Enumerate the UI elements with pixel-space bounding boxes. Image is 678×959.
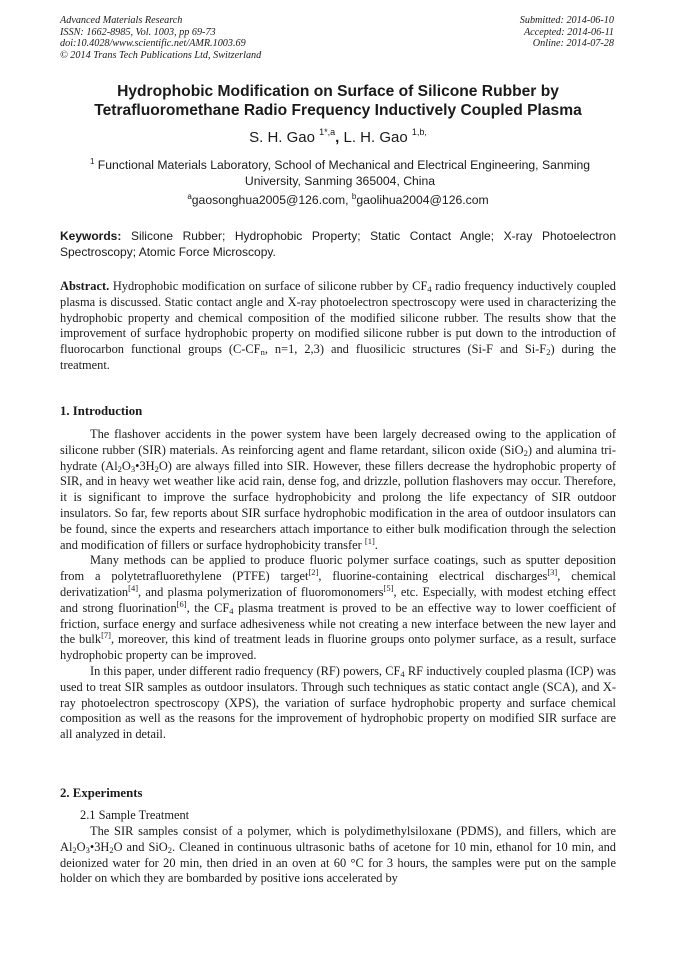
subsection-heading-sample-treatment: 2.1 Sample Treatment — [80, 808, 190, 822]
abstract-text: ) during the treatment. — [60, 342, 617, 372]
citation: [4] — [128, 582, 139, 593]
citation: [7] — [101, 630, 111, 641]
subscript: 2 — [72, 844, 77, 855]
journal-name: Advanced Materials Research — [60, 15, 183, 26]
text-run: , chemical derivatization — [60, 569, 616, 599]
subscript: 2 — [109, 844, 114, 855]
text-run: O — [121, 458, 131, 473]
abstract-text: radio frequency inductively coupled plasma is discussed. Static contact angle and X-ray photoelectron spectroscopy were used in characterizing the hydrophobic property and chemical composition of the modified silicone rubber. The results show that the improvement of surface hydrophobic property on modified silicone rubber is put down to the introduction of fluorocarbon functional groups (C-CF — [60, 279, 616, 357]
keywords-text: Silicone Rubber; Hydrophobic Property; Static Contact Angle; X-ray Photoelectron Spectroscopy; Atomic Force Microscopy. — [60, 229, 616, 259]
text-run: , moreover, this kind of treatment leads in fluorine groups onto polymer surface, as a result, surface hydrophobic property can be improved. — [60, 632, 616, 663]
email-b-marker: b — [351, 192, 357, 201]
subscript: 2 — [546, 347, 551, 358]
author-2: L. H. Gao — [343, 129, 408, 146]
abstract-text: Hydrophobic modification on surface of silicone rubber by CF — [112, 279, 428, 293]
journal-info — [60, 15, 261, 61]
submitted-date: Submitted: 2014-06-10 — [519, 15, 614, 26]
author-1-affil: 1*,a — [319, 127, 336, 137]
text-run: , and plasma polymerization of fluoromonomers — [138, 584, 384, 599]
subscript: 2 — [523, 447, 528, 458]
accepted-date: Accepted: 2014-06-11 — [523, 26, 614, 38]
text-run: RF inductively coupled plasma (ICP) was used to treat SIR samples as outdoor insulators. Through such techniques as static contact angle (SCA), and X-ray photoelectron spectroscopy (XPS), the variation of surface hydrophobic property and surface chemical composition as well as the reasons for the improvement of hydrophobic property on modified SIR surface are all analyzed in detail. — [60, 663, 616, 742]
introduction-body — [60, 427, 616, 743]
subscript: 3 — [130, 463, 136, 474]
citation: [1] — [364, 535, 375, 546]
subscript: 2 — [154, 463, 159, 474]
abstract-text: , n=1, 2,3) and fluosilicic structures (Si-F and Si-F — [264, 342, 547, 357]
affiliation-marker: 1 — [89, 157, 95, 166]
copyright-line: © 2014 Trans Tech Publications Ltd, Switzerland — [60, 49, 262, 61]
title-line-2: Tetrafluoromethane Radio Frequency Inductively Coupled Plasma — [94, 102, 582, 119]
text-run: ) and alumina tri-hydrate (Al — [60, 442, 616, 473]
text-run: O — [76, 839, 86, 854]
citation: [3] — [547, 567, 558, 578]
citation: [5] — [383, 582, 394, 593]
issn-line: ISSN: 1662-8985, Vol. 1003, pp 69-73 — [60, 26, 216, 38]
section-heading-introduction: 1. Introduction — [60, 404, 143, 418]
subscript: 4 — [229, 605, 234, 616]
author-2-affil: 1,b, — [411, 127, 427, 137]
experiments-paragraph-1 — [60, 824, 616, 887]
author-line: S. H. Gao $^{1*,a}$, L. H. Gao $^{1,b,}$ — [249, 127, 427, 146]
text-run: plasma treatment is proved to be an effective way to lower coefficient of friction, surface energy and surface adhesiveness while not creating a new interface between the new layer and the bulk — [60, 600, 616, 647]
keywords — [60, 229, 616, 260]
experiments-body — [60, 824, 616, 887]
keywords-label: Keywords: — [60, 229, 122, 243]
subscript: 2 — [167, 844, 173, 855]
doi-line: doi:10.4028/www.scientific.net/AMR.1003.69 — [60, 38, 246, 50]
email-b: gaolihua2004@126.com — [356, 193, 489, 207]
text-run: , the CF — [186, 600, 230, 615]
subscript: 2 — [117, 463, 122, 474]
subscript: 4 — [400, 668, 405, 679]
text-run: The flashover accidents in the power system have been largely decreased owing to the application of silicone rubber (SIR) materials. As reinforcing agent and flame retardant, silicon oxide (SiO — [60, 427, 616, 457]
text-run: O and SiO — [113, 839, 168, 854]
intro-paragraph-3 — [60, 664, 616, 743]
text-run: In this paper, under different radio frequency (RF) powers, CF — [90, 663, 401, 678]
affiliation — [80, 158, 600, 189]
citation: [6] — [176, 598, 187, 609]
email-line: $^a$gaosonghua2005@126.com, $^b$gaolihua2004@126.com — [187, 192, 489, 207]
intro-paragraph-1 — [60, 427, 616, 553]
subscript: n — [260, 347, 265, 358]
submission-dates — [520, 15, 614, 50]
text-run: •3H — [89, 839, 110, 854]
subscript: 3 — [85, 844, 90, 855]
abstract — [60, 279, 616, 374]
text-run: •3H — [135, 458, 155, 473]
affiliation-text: Functional Materials Laboratory, School of Mechanical and Electrical Engineering, Sanming University, Sanming 365004, China — [97, 158, 591, 188]
text-run: The SIR samples consist of a polymer, which is polydimethylsiloxane (PDMS), and fillers, which are Al — [60, 824, 616, 854]
title-line-1: Hydrophobic Modification on Surface of Silicone Rubber by — [117, 83, 559, 100]
online-date: Online: 2014-07-28 — [532, 38, 614, 50]
text-run: O) are always filled into SIR. However, these fillers decrease the hydrophobic property of SIR, and in heavy wet weather like acid rain, dense fog, and drizzle, pollution flashovers may occur. Therefore, it is significant to improve the surface hydrophobicity and prolong the life expectancy of SIR outdoor insulators. So far, few reports about SIR surface hydrophobic modification in the area of outdoor insulators can be found, since the experts and researchers attach importance to either bulk modification through the selection and modification of fillers or surface hydrophobicity transfer — [60, 458, 616, 552]
subscript: 4 — [427, 284, 432, 294]
email-a: gaosonghua2005@126.com — [191, 193, 346, 207]
section-heading-experiments: 2. Experiments — [60, 786, 143, 800]
text-run: . — [374, 537, 378, 552]
email-a-marker: a — [187, 192, 192, 201]
abstract-label: Abstract. — [60, 279, 110, 293]
intro-paragraph-2 — [60, 553, 616, 664]
text-run: , fluorine-containing electrical discharges — [318, 569, 548, 584]
citation: [2] — [308, 567, 319, 578]
paper-title — [60, 82, 616, 120]
text-run: . Cleaned in continuous ultrasonic baths of acetone for 10 min, ethanol for 10 min, and deionized water for 20 min, then dried in an oven at 60 °C for 3 hours, the samples were put on the sample holder on which they are bombarded by positive ions accelerated by — [60, 839, 616, 886]
text-run: , etc. Especially, with modest etching effect and strong fluorination — [60, 584, 616, 615]
author-1: S. H. Gao — [249, 129, 315, 146]
text-run: Many methods can be applied to produce fluoric polymer surface coatings, such as sputter deposition from a polytetrafluorethylene (PTFE) target — [60, 553, 616, 584]
